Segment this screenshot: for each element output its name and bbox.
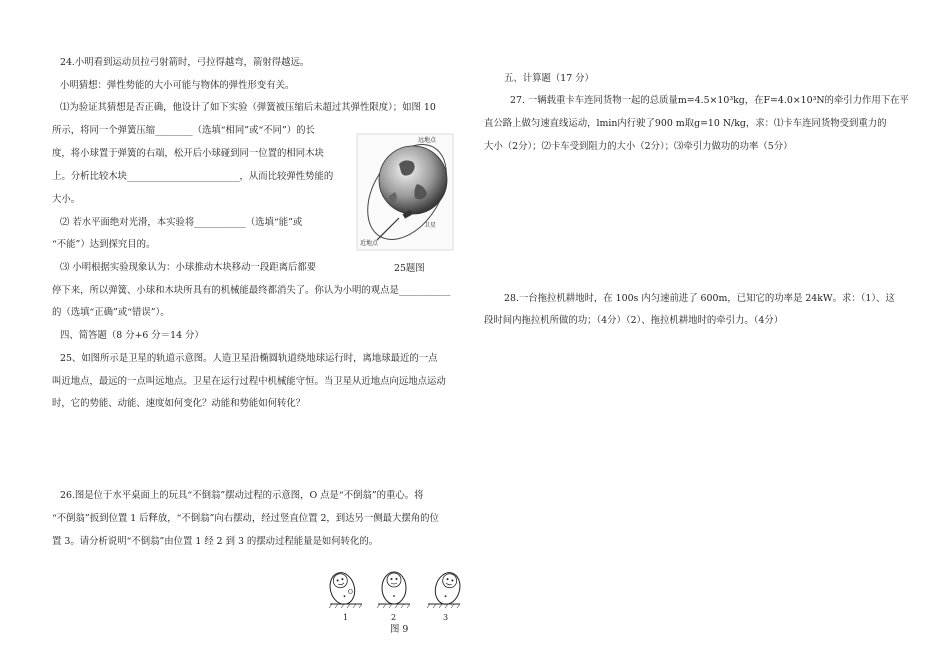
q24-part2-line1: ⑵ 若水平面绝对光滑，本实验将___________（选填“能”或: [60, 217, 303, 228]
position-3-label: 3: [443, 613, 449, 622]
tumbler-position-2: [382, 572, 406, 604]
q24-part1-line1: ⑴为验证其猜想是否正确，他设计了如下实验（弹簧被压缩后未超过其弹性限度）；如图 10: [60, 102, 436, 113]
q24-guess: 小明猜想：弹性势能的大小可能与物体的弹性形变有关。: [60, 80, 295, 91]
satellite-label: 卫星: [424, 222, 437, 229]
q25-line1: 25、如图所示是卫星的轨道示意图。人造卫星沿椭圆轨道绕地球运行时，离地球最近的一点: [60, 353, 438, 364]
q24-part3-line1: ⑶ 小明根据实验现象认为：小球推动木块移动一段距离后都要: [60, 262, 317, 273]
q24-title: 24.小明看到运动员拉弓射箭时，弓拉得越弯，箭射得越远。: [60, 57, 310, 68]
q24-part3-line3: 的（选填“正确”或“错误”）。: [52, 307, 170, 318]
section-5-title: 五、计算题（17 分）: [504, 73, 594, 84]
q26-line2: “不倒翁”扳到位置 1 后释放，“不倒翁”向右摆动，经过竖直位置 2，到达另一侧最大摆角的位: [52, 513, 439, 524]
q26-line1: 26.图是位于水平桌面上的玩具“不倒翁”摆动过程的示意图，O 点是“不倒翁”的重心。将: [60, 490, 424, 501]
q24-part1-line4: 上。分析比较木块________________________，从而比较弹性势能的: [52, 171, 334, 182]
tumbler-figure: [328, 560, 468, 616]
q28-line2: 段时间内拖拉机所做的功；（4分）（2）、拖拉机耕地时的牵引力。（4分）: [484, 315, 784, 326]
section-4-title: 四、简答题（8 分+6 分＝14 分）: [60, 330, 204, 341]
q24-part1-line2: 所示，将同一个弹簧压缩________（选填“相同”或“不同”）的长: [52, 125, 315, 136]
earth-icon: [379, 146, 447, 214]
tumbler-position-1: [328, 570, 358, 607]
q28-line1: 28.一台拖拉机耕地时，在 100s 内匀速前进了 600m，已知它的功率是 24kW。求：（1）、这: [504, 293, 895, 304]
q24-part1-line3: 度，将小球置于弹簧的右端，松开后小球碰到同一位置的相同木块: [52, 148, 324, 159]
tumbler-position-3: [432, 570, 463, 607]
perigee-label: 近地点: [360, 240, 379, 247]
q27-line3: 大小（2分）；⑵卡车受到阻力的大小（2分）；⑶牵引力做功的功率（5分）: [484, 141, 793, 152]
satellite-orbit-figure: [355, 132, 455, 252]
apogee-label: 远地点: [418, 137, 437, 144]
q25-line2: 叫近地点，最远的一点叫远地点。卫星在运行过程中机械能守恒。当卫星从近地点向远地点运动: [52, 376, 446, 387]
center-of-gravity-label: O: [348, 589, 353, 596]
position-2-label: 2: [391, 613, 397, 622]
q24-part1-line5: 大小。: [52, 194, 81, 205]
position-1-label: 1: [343, 613, 349, 622]
q26-line3: 置 3。请分析说明“不倒翁”由位置 1 经 2 到 3 的摆动过程能量是如何转化的。: [52, 536, 379, 547]
figure-9-caption: 图 9: [390, 624, 409, 635]
q25-line3: 时，它的势能、动能、速度如何变化？动能和势能如何转化？: [52, 398, 306, 409]
q27-line2: 直公路上做匀速直线运动，lmin内行驶了900 m取g=10 N/kg，求：⑴卡车连同货物受到重力的: [484, 118, 887, 129]
q24-part2-line2: “不能”）达到探究目的。: [52, 239, 156, 250]
q24-part3-line2: 停下来，所以弹簧、小球和木块所具有的机械能最终都消失了。你认为小明的观点是___________: [52, 285, 451, 296]
q27-line1: 27. 一辆载重卡车连同货物一起的总质量m=4.5×10³kg，在F=4.0×10³N的牵引力作用下在平: [510, 95, 909, 106]
figure-25-caption: 25题图: [394, 263, 425, 274]
